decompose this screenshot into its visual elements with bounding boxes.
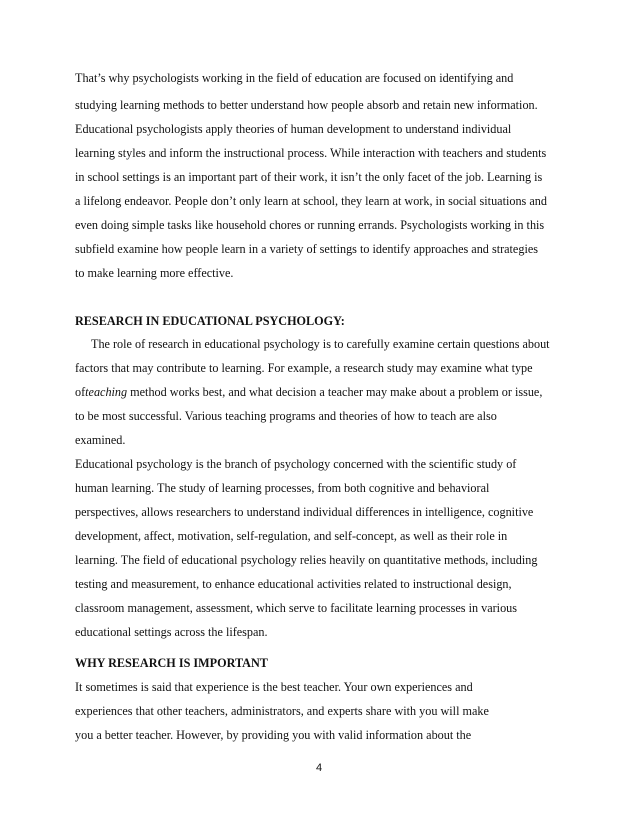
paragraph-line: to make learning more effective.	[75, 266, 234, 280]
text-run: method works best, and what decision a teacher may make about a problem or issue,	[127, 385, 543, 399]
paragraph-line: subfield examine how people learn in a variety of settings to identify approaches and strategies	[75, 242, 538, 256]
paragraph-line: It sometimes is said that experience is the best teacher. Your own experiences and	[75, 680, 473, 694]
text-run: of	[75, 385, 86, 399]
emphasis-text: teaching	[85, 385, 128, 399]
paragraph-line: Educational psychology is the branch of psychology concerned with the scientific study of	[75, 457, 517, 471]
paragraph-line: learning styles and inform the instructional process. While interaction with teachers and students	[75, 146, 547, 160]
paragraph-line	[75, 385, 542, 399]
paragraph-line: classroom management, assessment, which serve to facilitate learning processes in various	[75, 601, 517, 615]
paragraph-line: to be most successful. Various teaching programs and theories of how to teach are also	[75, 409, 497, 423]
paragraph-line: The role of research in educational psychology is to carefully examine certain questions about	[91, 337, 550, 351]
paragraph-line: even doing simple tasks like household chores or running errands. Psychologists working in this	[75, 218, 545, 232]
paragraph-line: testing and measurement, to enhance educational activities related to instructional design,	[75, 577, 512, 591]
paragraph-line: studying learning methods to better understand how people absorb and retain new information.	[75, 98, 538, 112]
section-heading: RESEARCH IN EDUCATIONAL PSYCHOLOGY:	[75, 314, 345, 328]
paragraph-line: educational settings across the lifespan.	[75, 625, 268, 639]
paragraph-line: human learning. The study of learning processes, from both cognitive and behavioral	[75, 481, 490, 495]
paragraph-line: examined.	[75, 433, 126, 447]
paragraph-line: That’s why psychologists working in the field of education are focused on identifying and	[75, 71, 514, 85]
paragraph-line: factors that may contribute to learning. For example, a research study may examine what type	[75, 361, 533, 375]
paragraph-line: experiences that other teachers, administrators, and experts share with you will make	[75, 704, 489, 718]
section-heading: WHY RESEARCH IS IMPORTANT	[75, 656, 268, 670]
paragraph-line: in school settings is an important part of their work, it isn’t the only facet of the job. Learning is	[75, 170, 543, 184]
page-number: 4	[315, 762, 323, 774]
paragraph-line: development, affect, motivation, self-regulation, and self-concept, as well as their role in	[75, 529, 508, 543]
paragraph-line: Educational psychologists apply theories of human development to understand individual	[75, 122, 512, 136]
paragraph-line: perspectives, allows researchers to understand individual differences in intelligence, cognitive	[75, 505, 534, 519]
paragraph-line: you a better teacher. However, by providing you with valid information about the	[75, 728, 472, 742]
paragraph-line: a lifelong endeavor. People don’t only learn at school, they learn at work, in social situations and	[75, 194, 547, 208]
paragraph-line: learning. The field of educational psychology relies heavily on quantitative methods, including	[75, 553, 538, 567]
